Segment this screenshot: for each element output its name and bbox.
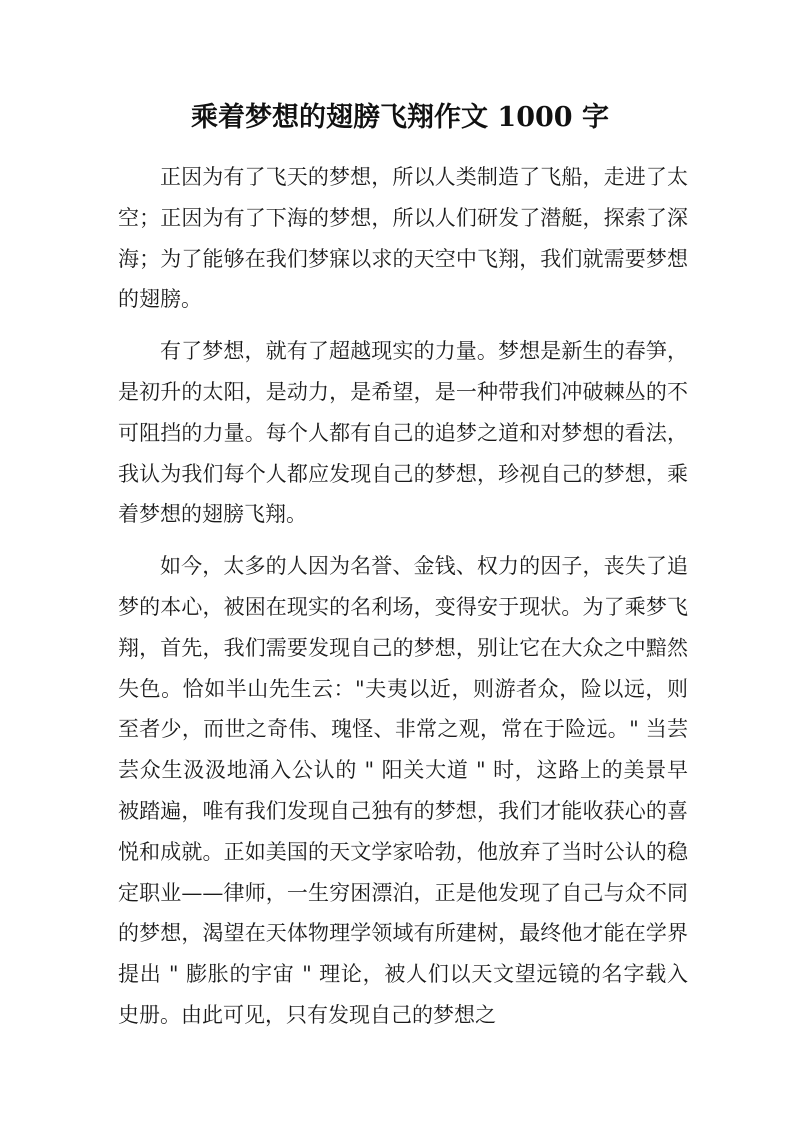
document-title: 乘着梦想的翅膀飞翔作文 1000 字: [191, 102, 609, 133]
paragraph-1: 正因为有了飞天的梦想，所以人类制造了飞船，走进了太空；正因为有了下海的梦想，所以人们研发了潜艇，探索了深海；为了能够在我们梦寐以求的天空中飞翔，我们就需要梦想的翅膀。: [118, 165, 688, 312]
paragraph-3: 如今，太多的人因为名誉、金钱、权力的因子，丧失了追梦的本心，被困在现实的名利场，变得安于现状。为了乘梦飞翔，首先，我们需要发现自己的梦想，别让它在大众之中黯然失色。恰如半山先生云："夫夷以近，则游者众，险以远，则至者少，而世之奇伟、瑰怪、非常之观，常在于险远。" 当芸芸众生汲汲地涌入公认的 " 阳关大道 " 时，这路上的美景早被踏遍，唯有我们发现自己独有的梦想，我们才能收获心的喜悦和成就。正如美国的天文学家哈勃，他放弃了当时公认的稳定职业——律师，一生穷困漂泊，正是他发现了自己与众不同的梦想，渴望在天体物理学领域有所建树，最终他才能在学界提出 " 膨胀的宇宙 " 理论，被人们以天文望远镜的名字载入史册。由此可见，只有发现自己的梦想之: [118, 554, 688, 1027]
paragraph-2: 有了梦想，就有了超越现实的力量。梦想是新生的春笋，是初升的太阳，是动力，是希望，是一种带我们冲破棘丛的不可阻挡的力量。每个人都有自己的追梦之道和对梦想的看法，我认为我们每个人都应发现自己的梦想，珍视自己的梦想，乘着梦想的翅膀飞翔。: [118, 339, 688, 527]
document-body: [118, 157, 688, 1047]
